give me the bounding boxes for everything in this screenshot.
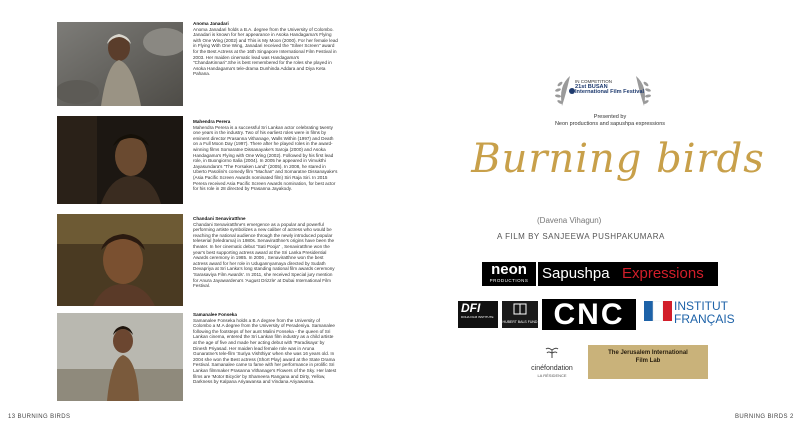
bio-name: Anoma Janadari	[193, 21, 229, 26]
sapushpa-logo-text: Sapushpa	[542, 265, 610, 282]
footer-left: 13 BURNING BIRDS	[8, 414, 71, 420]
film-byline: A FILM BY SANJEEWA PUSHPAKUMARA	[497, 232, 665, 241]
dfi-logo-sub: DOHA FILM INSTITUTE	[461, 315, 494, 319]
hubert-bals-logo	[502, 301, 538, 328]
french-flag-icon	[644, 301, 672, 321]
residence-text: LA RÉSIDENCE	[537, 373, 567, 378]
jerusalem-line-2: Film Lab	[635, 358, 661, 364]
cinefondation-logo	[522, 345, 582, 385]
francais-text: FRANÇAIS	[674, 312, 735, 326]
dfi-logo-text: DFI	[461, 301, 481, 315]
presented-line-2: Neon productions and sapushpa expressions	[554, 121, 666, 127]
institut-text: INSTITUT	[674, 299, 728, 313]
cinefondation-text: cinéfondation	[531, 365, 573, 372]
bio-mahendra	[193, 119, 338, 192]
presented-by	[540, 114, 680, 128]
actor-photo-samanalee	[57, 313, 183, 401]
presented-line-1: Presented by	[593, 114, 627, 120]
cnc-logo-text: CNC	[553, 299, 625, 330]
footer-right: BURNING BIRDS 2	[735, 414, 794, 420]
festival-line-3: International Film Festival	[575, 89, 645, 95]
bio-name: Chandani Senaviratthne	[193, 216, 246, 221]
cnc-logo	[542, 299, 636, 330]
neon-logo	[482, 262, 536, 286]
bio-anoma	[193, 21, 338, 77]
hubert-bals-icon	[513, 303, 527, 315]
bio-text: Chandani Senaviratthne's emergence as a popular and powerful performing artiste symbolizes a new caliber of actress who would be reaching the national audience through the newly introduced popular teleserial (teledrama) in 1980s. Senaviratthne's origins have been the theater. In her cinematic debut "Sati Pooja" , Senaviratthne won the year's best supporting actress award at the Sri Lanka Presidential Awards ceremony in 1985. In 2006 , Senaviratthne won the best actress award for her role in Udugannyamaya directed by Sudath Devapriya at Sri Lanka's long standing national film awards ceremony 'Sarasaviya Film Awards'. In 2011, she received Special jury mention for Anura Jayawardena's 'August Drizzle' at Dubai International Film Festival.	[193, 221, 335, 289]
bio-chandani	[193, 216, 338, 289]
jerusalem-line-1: The Jerusalem International	[608, 350, 688, 356]
institut-francais-logo	[642, 299, 746, 331]
neon-logo-sub: PRODUCTIONS	[489, 278, 529, 283]
jerusalem-film-lab-logo	[588, 345, 708, 379]
bio-name: Mahendra Perera	[193, 119, 231, 124]
actor-photo-anoma	[57, 22, 183, 106]
film-title: Burning birds	[471, 136, 765, 182]
hubert-bals-text: HUBERT BALS FUND	[502, 320, 538, 324]
sapushpa-logo	[538, 262, 718, 286]
bio-text: Mahendra Perera is a successful Sri Lankan actor celebrating twenty one years in the industry. Two of his earliest roles were in films by eminent director Prasanna Vithanage, Walls Within (1997) and Death on a Full Moon Day (1997). There after he played roles in the award-winning films Somaratne Dissanayake's Saroja (2000) and Asoka Handagama's Flying with One Wing (2002). Followed by his first lead role, in Buongiorno Italia (2004). In 2005 he appeared in Vimukthi Jayasundara's "The Forsaken Land" (2005). In 2008, he stared in Uberto Pasolini's comedy film "Machan" and Somaratne Dissanayake's (Asia Pacific Screen Awards nominated film) Siri Raja Siri. In 2015 Perera received Asia Pacific Screen Awards nomination, for best actor for his role in 28 directed by Prasanna Jayakody.	[193, 124, 338, 192]
festival-label	[575, 79, 645, 96]
festival-line-1: IN COMPETITION	[575, 79, 612, 84]
neon-logo-text: neon	[491, 262, 527, 278]
film-subtitle: (Davena Vihagun)	[537, 216, 602, 225]
palm-icon	[544, 345, 560, 359]
bio-text: Anoma Janadari holds a B.A. degree from the University of Colombo. Janadari is known for her appearance in Asoka Handagama's Flying with One Wing (2002) and This is My Moon (2000). For her female lead in Flying With One Wing, Janadari received the "Silver Screen" award for the Best Actress at the 16th Singapore International Film Festival in 2003. Her maiden cinematic lead was Handagama's "ChandaKinnari".She is best remembered for the roles she played in Asoka Handagama's tele-drama Dunhinda Addara and Diya Keta Pahana.	[193, 26, 338, 77]
festival-line-2: 21st BUSAN	[575, 83, 608, 90]
bio-samanalee	[193, 312, 338, 385]
actor-photo-chandani	[57, 214, 183, 306]
actor-photo-mahendra	[57, 116, 183, 204]
expressions-logo-text: Expressions	[622, 265, 704, 282]
dfi-logo	[458, 301, 498, 328]
bio-name: Samanalee Fonseka	[193, 312, 237, 317]
bio-text: Samanalee Fonseka holds a B.A degree from the University of Colombo a M.A degree from the University of Peradeniya. Samanalee following the footsteps of her aunt Malini Fonseka - the queen of Sri Lankan cinema, entered the Sri Lankan film industry as a child artiste at the age of five and made her acting debut with 'Paradisaya' by Dinesh Priyasad. Her maiden lead female role was in Aruna Gunaratne's tele-film 'Suriya Vishthiya' when she was 16 years old. In 2004 she won the Best actress (Short Play) award at the State Drama Festival. Samanalee came to fame with her performance in prolific Sri Lankan filmmaker Prasanna Vithanage's Flowers of the Sky. Her latest films are 'Motor Bicycle' by Shameera Rangana and Dirty, Yellow, Darkness by Kalpana Ariyawansa and Vindana Ariyawansa.	[193, 317, 337, 385]
